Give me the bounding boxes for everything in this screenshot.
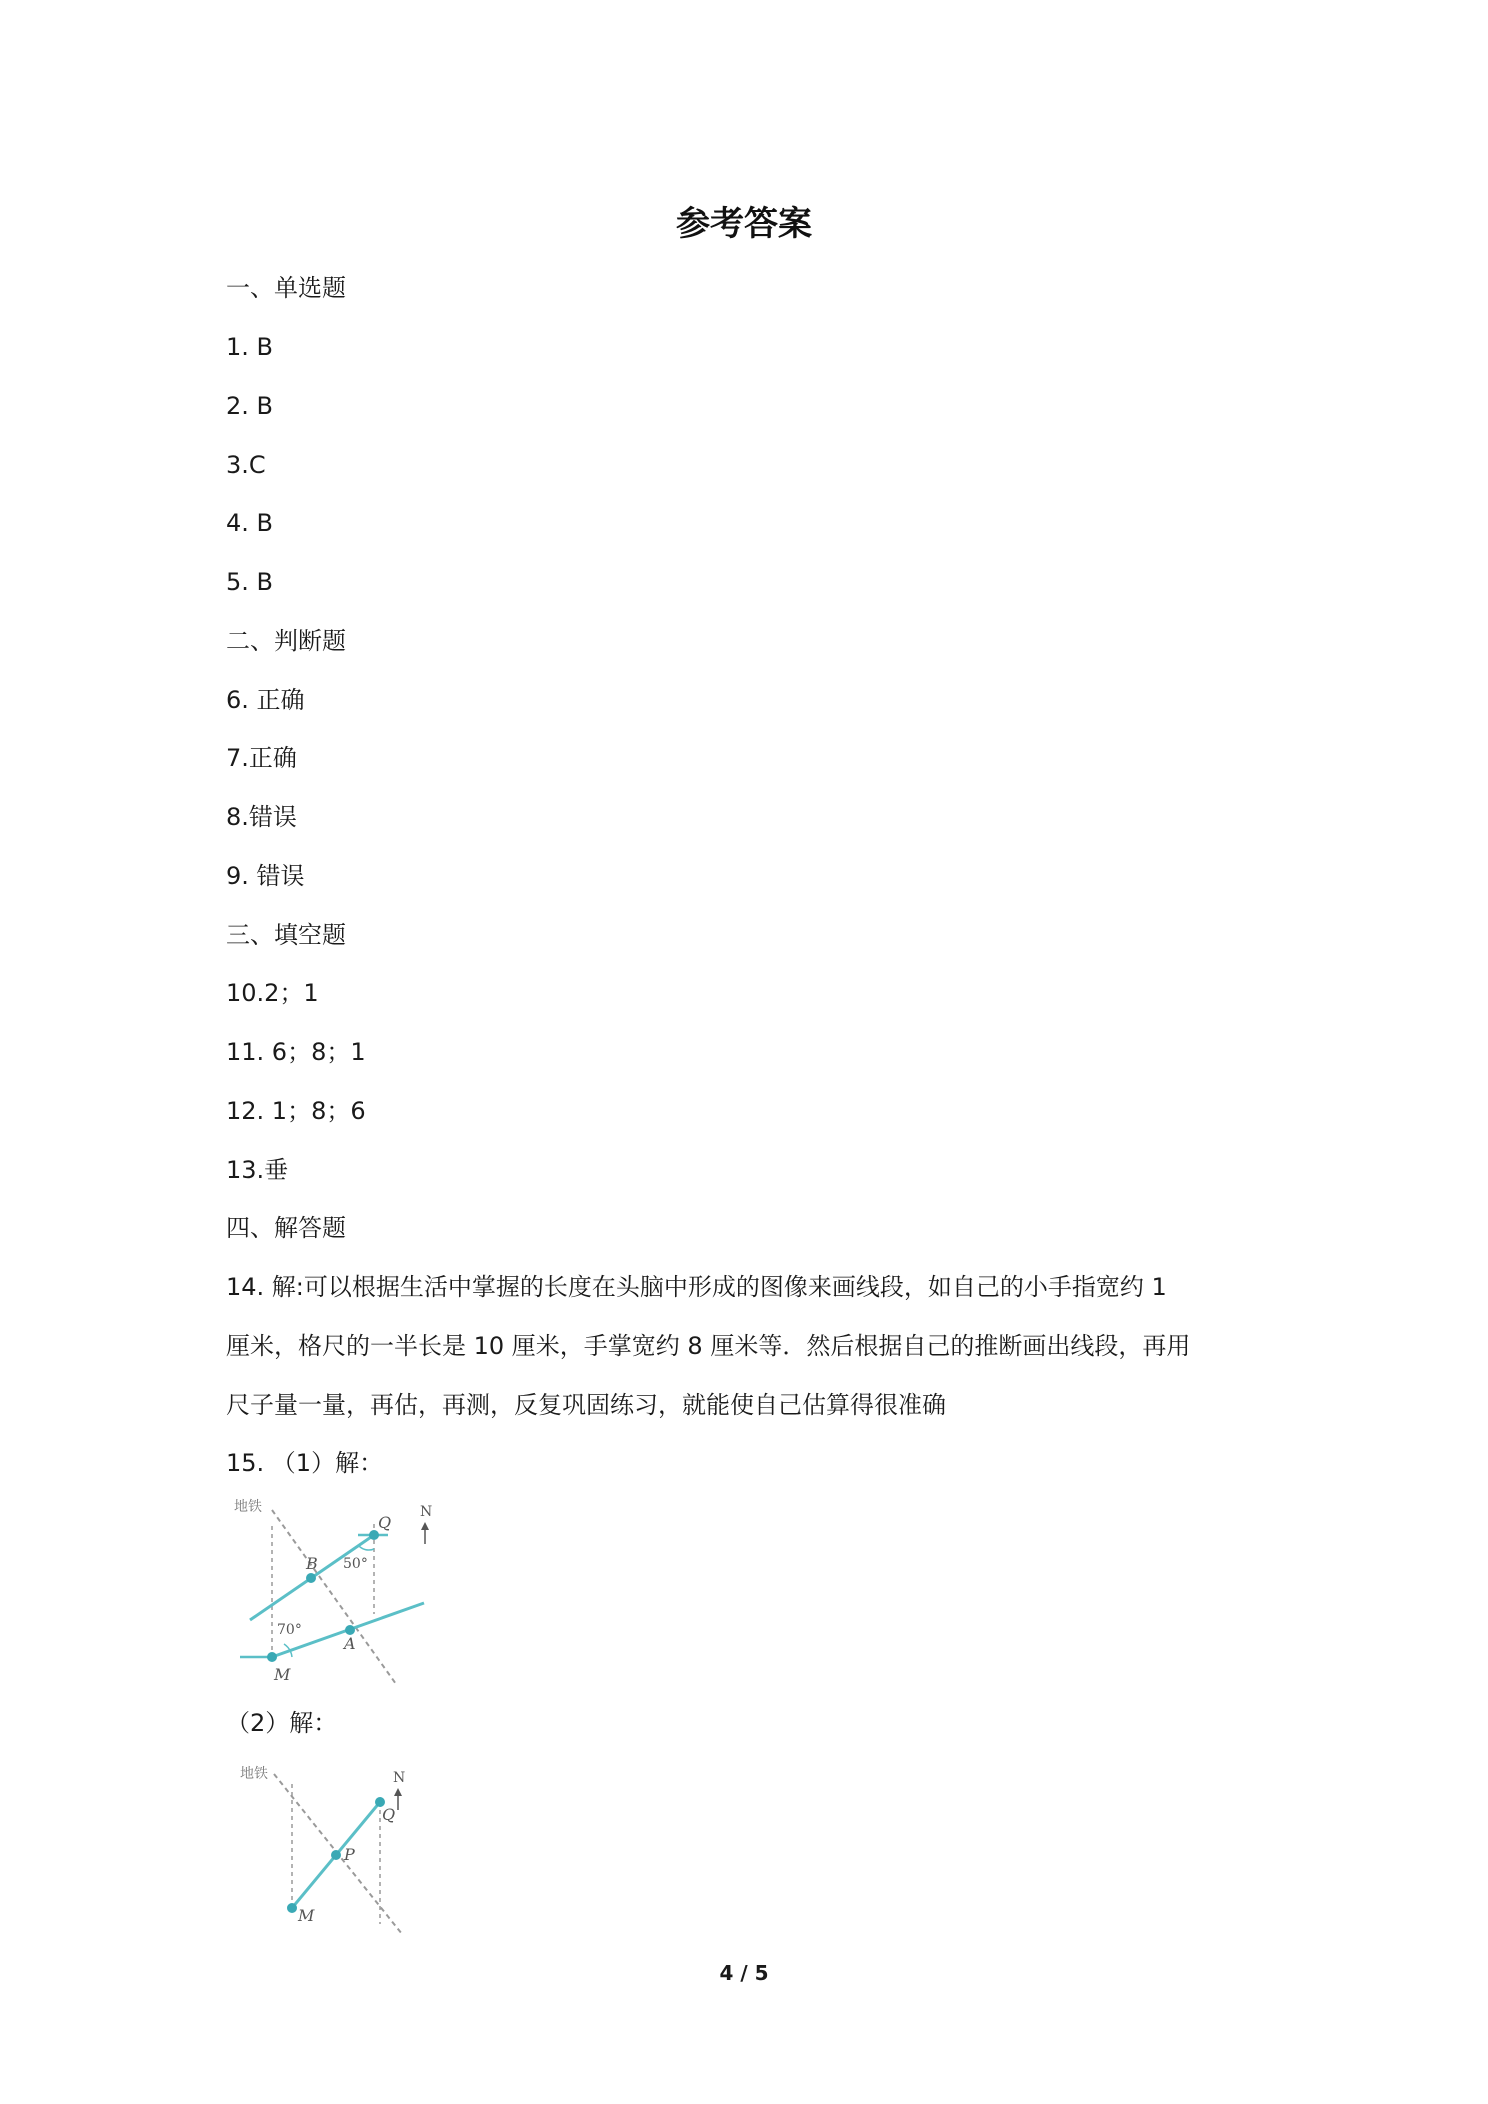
answer-9: 9. 错误 bbox=[226, 862, 305, 890]
label-north: N bbox=[393, 1770, 406, 1786]
answer-10: 10.2；1 bbox=[226, 979, 319, 1007]
answer-6: 6. 正确 bbox=[226, 686, 305, 714]
answer-5: 5. B bbox=[226, 568, 273, 596]
point-b bbox=[306, 1573, 316, 1583]
answer-1: 1. B bbox=[226, 333, 273, 361]
answer-14-line-3: 尺子量一量，再估，再测，反复巩固练习，就能使自己估算得很准确 bbox=[226, 1391, 946, 1419]
section-heading-single-choice: 一、单选题 bbox=[226, 274, 346, 302]
point-m bbox=[267, 1652, 277, 1662]
answer-11: 11. 6；8；1 bbox=[226, 1038, 366, 1066]
figure-2-route-diagram bbox=[232, 1756, 412, 1936]
answer-12: 12. 1；8；6 bbox=[226, 1097, 366, 1125]
label-q: Q bbox=[378, 1513, 392, 1532]
answer-14-line-1: 14. 解:可以根据生活中掌握的长度在头脑中形成的图像来画线段，如自己的小手指宽约 1 bbox=[226, 1273, 1167, 1301]
answer-4: 4. B bbox=[226, 509, 273, 537]
answer-14 bbox=[226, 1272, 1266, 1420]
label-subway: 地铁 bbox=[234, 1499, 262, 1515]
page-number: 4 / 5 bbox=[719, 1961, 769, 1985]
label-angle-50: 50° bbox=[343, 1556, 368, 1572]
north-arrow-icon bbox=[421, 1522, 429, 1530]
label-m: M bbox=[274, 1665, 291, 1684]
north-arrow-icon bbox=[394, 1788, 402, 1796]
answer-3: 3.C bbox=[226, 451, 266, 479]
label-m: M bbox=[298, 1906, 315, 1925]
answer-15-part-2-label: （2）解： bbox=[226, 1709, 338, 1737]
label-subway: 地铁 bbox=[240, 1766, 268, 1782]
label-a: A bbox=[344, 1634, 356, 1653]
page-title: 参考答案 bbox=[676, 204, 812, 244]
answer-13: 13.垂 bbox=[226, 1156, 289, 1184]
section-heading-fill-blank: 三、填空题 bbox=[226, 921, 346, 949]
answer-2: 2. B bbox=[226, 392, 273, 420]
point-m bbox=[287, 1903, 297, 1913]
answer-14-line-2: 厘米，格尺的一半长是 10 厘米，手掌宽约 8 厘米等．然后根据自己的推断画出线段，再用 bbox=[226, 1332, 1191, 1360]
section-heading-solutions: 四、解答题 bbox=[226, 1214, 346, 1242]
label-angle-70: 70° bbox=[277, 1622, 302, 1638]
answer-8: 8.错误 bbox=[226, 803, 297, 831]
section-heading-true-false: 二、判断题 bbox=[226, 627, 346, 655]
point-p bbox=[331, 1850, 341, 1860]
figure-1-route-diagram bbox=[232, 1494, 438, 1694]
label-q: Q bbox=[382, 1805, 396, 1824]
answer-15-part-1-label: 15. （1）解： bbox=[226, 1449, 384, 1477]
label-north: N bbox=[420, 1504, 433, 1520]
answer-7: 7.正确 bbox=[226, 744, 297, 772]
label-b: B bbox=[306, 1554, 318, 1573]
label-p: P bbox=[344, 1845, 355, 1864]
